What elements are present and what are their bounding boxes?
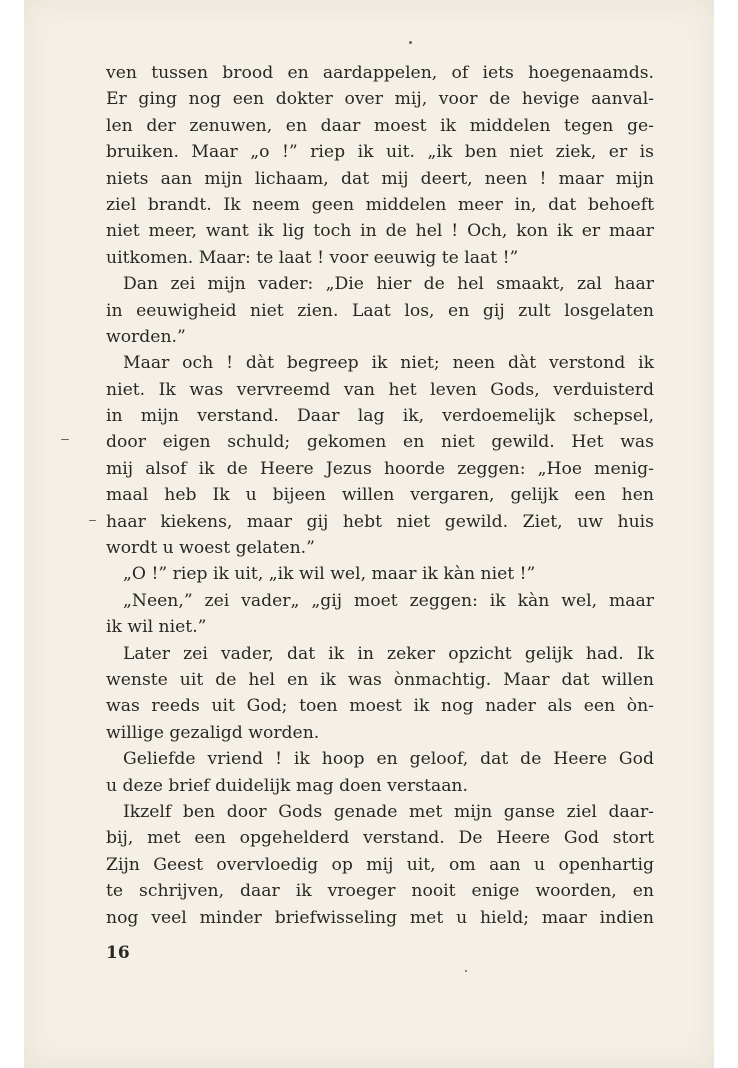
print-speck bbox=[61, 439, 69, 440]
print-speck bbox=[89, 520, 96, 521]
print-speck bbox=[465, 970, 467, 972]
text-line: nog veel minder briefwisseling met u hield; maar indien bbox=[106, 907, 654, 928]
text-line: door eigen schuld; gekomen en niet gewild. Het was bbox=[106, 432, 654, 453]
text-line: len der zenuwen, en daar moest ik middelen tegen ge- bbox=[106, 115, 654, 136]
text-line: bruiken. Maar „o !” riep ik uit. „ik ben niet ziek, er is bbox=[106, 142, 654, 163]
text-line: in mijn verstand. Daar lag ik, verdoemelijk schepsel, bbox=[106, 406, 654, 427]
text-line: ziel brandt. Ik neem geen middelen meer in, dat behoeft bbox=[106, 194, 654, 215]
text-line: niets aan mijn lichaam, dat mij deert, neen ! maar mijn bbox=[106, 168, 654, 189]
text-line: in eeuwigheid niet zien. Laat los, en gij zult losgelaten bbox=[106, 300, 654, 321]
text-line: ik wil niet.” bbox=[106, 617, 207, 638]
print-speck bbox=[409, 41, 412, 44]
text-line: „Neen,” zei vader„ „gij moet zeggen: ik kàn wel, maar bbox=[123, 590, 654, 611]
text-line: niet meer, want ik lig toch in de hel ! Och, kon ik er maar bbox=[106, 221, 654, 242]
text-line: was reeds uit God; toen moest ik nog nader als een òn- bbox=[106, 696, 654, 717]
text-line: mij alsof ik de Heere Jezus hoorde zeggen: „Hoe menig- bbox=[106, 458, 654, 479]
text-line: Maar och ! dàt begreep ik niet; neen dàt verstond ik bbox=[123, 353, 654, 374]
text-line: worden.” bbox=[106, 326, 186, 347]
text-line: haar kiekens, maar gij hebt niet gewild. Ziet, uw huis bbox=[106, 511, 654, 532]
text-line: niet. Ik was vervreemd van het leven Gods, verduisterd bbox=[106, 379, 654, 400]
text-line: Geliefde vriend ! ik hoop en geloof, dat de Heere God bbox=[123, 749, 654, 770]
text-line: bij, met een opgehelderd verstand. De Heere God stort bbox=[106, 828, 654, 849]
body-text bbox=[106, 60, 654, 931]
text-line: u deze brief duidelijk mag doen verstaan. bbox=[106, 775, 468, 796]
page-number: 16 bbox=[106, 943, 130, 963]
text-line: Dan zei mijn vader: „Die hier de hel smaakt, zal haar bbox=[123, 274, 654, 295]
text-line: Later zei vader, dat ik in zeker opzicht gelijk had. Ik bbox=[123, 643, 654, 664]
text-line: willige gezaligd worden. bbox=[106, 722, 320, 743]
text-line: maal heb Ik u bijeen willen vergaren, gelijk een hen bbox=[106, 485, 654, 506]
text-line: „O !” riep ik uit, „ik wil wel, maar ik kàn niet !” bbox=[123, 564, 536, 585]
text-line: Ikzelf ben door Gods genade met mijn ganse ziel daar- bbox=[123, 801, 654, 822]
text-line: wordt u woest gelaten.” bbox=[106, 538, 315, 559]
text-line: ven tussen brood en aardappelen, of iets hoegenaamds. bbox=[106, 63, 654, 83]
text-line: uitkomen. Maar: te laat ! voor eeuwig te laat !” bbox=[106, 247, 519, 268]
text-line: Er ging nog een dokter over mij, voor de hevige aanval- bbox=[106, 89, 654, 110]
text-line: Zijn Geest overvloedig op mij uit, om aan u openhartig bbox=[106, 854, 654, 875]
text-line: te schrijven, daar ik vroeger nooit enige woorden, en bbox=[106, 881, 654, 902]
text-line: wenste uit de hel en ik was ònmachtig. Maar dat willen bbox=[106, 669, 654, 690]
